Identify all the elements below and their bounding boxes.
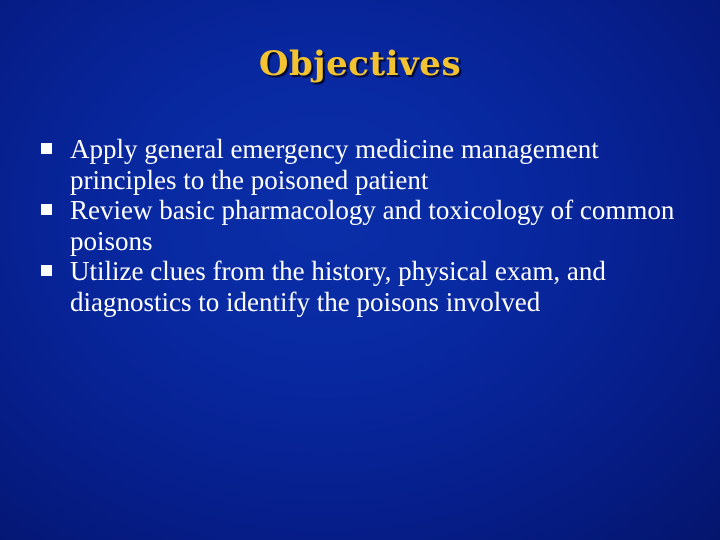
bullet-item	[36, 195, 696, 256]
bullet-list	[36, 134, 696, 317]
bullet-item	[36, 134, 696, 195]
square-bullet-icon	[41, 204, 52, 215]
square-bullet-icon	[41, 143, 52, 154]
bullet-text: Utilize clues from the history, physical exam, and diagnostics to identify the poisons involved	[70, 256, 606, 317]
square-bullet-icon	[41, 265, 52, 276]
bullet-text: Apply general emergency medicine management principles to the poisoned patient	[70, 134, 599, 195]
bullet-text: Review basic pharmacology and toxicology of common poisons	[70, 195, 675, 256]
bullet-item	[36, 256, 696, 317]
slide-title: Objectives	[258, 44, 462, 84]
